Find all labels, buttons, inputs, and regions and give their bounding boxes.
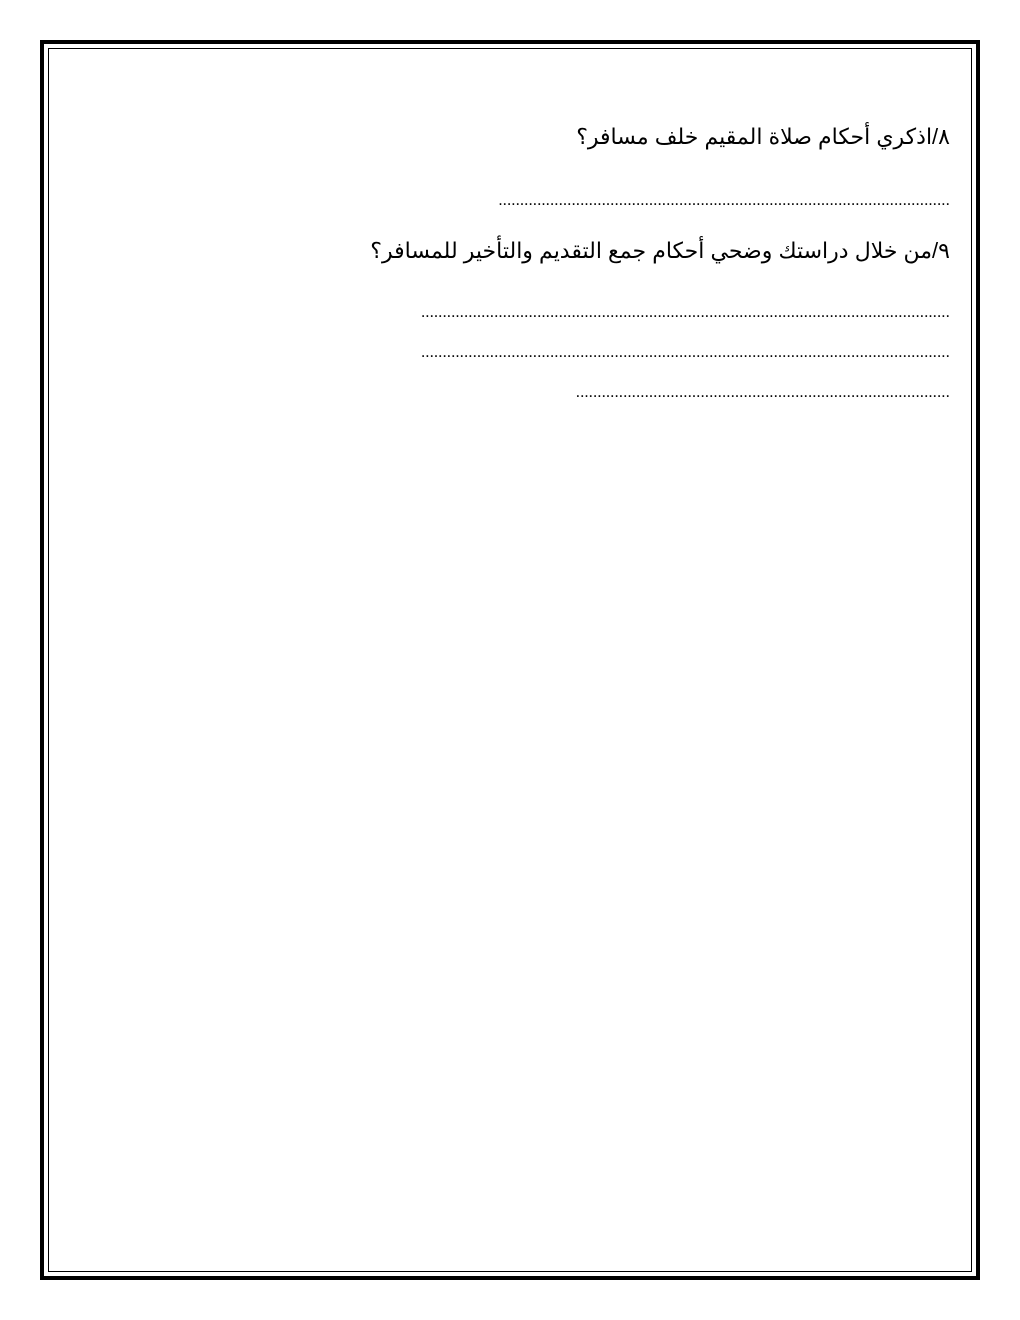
answer-line-9-2: ........................................................................................................................... (421, 345, 950, 361)
page-border-inner (48, 48, 972, 1272)
answer-line-8-1: ......................................................................................................... (498, 193, 950, 209)
page-border (40, 40, 980, 1280)
question-9: ٩/من خلال دراستك وضحي أحكام جمع التقديم والتأخير للمسافر؟ (370, 238, 950, 263)
answer-line-9-1: ........................................................................................................................... (421, 305, 950, 321)
question-8: ٨/اذكري أحكام صلاة المقيم خلف مسافر؟ (576, 124, 950, 149)
answer-line-9-3: ....................................................................................... (575, 385, 950, 401)
